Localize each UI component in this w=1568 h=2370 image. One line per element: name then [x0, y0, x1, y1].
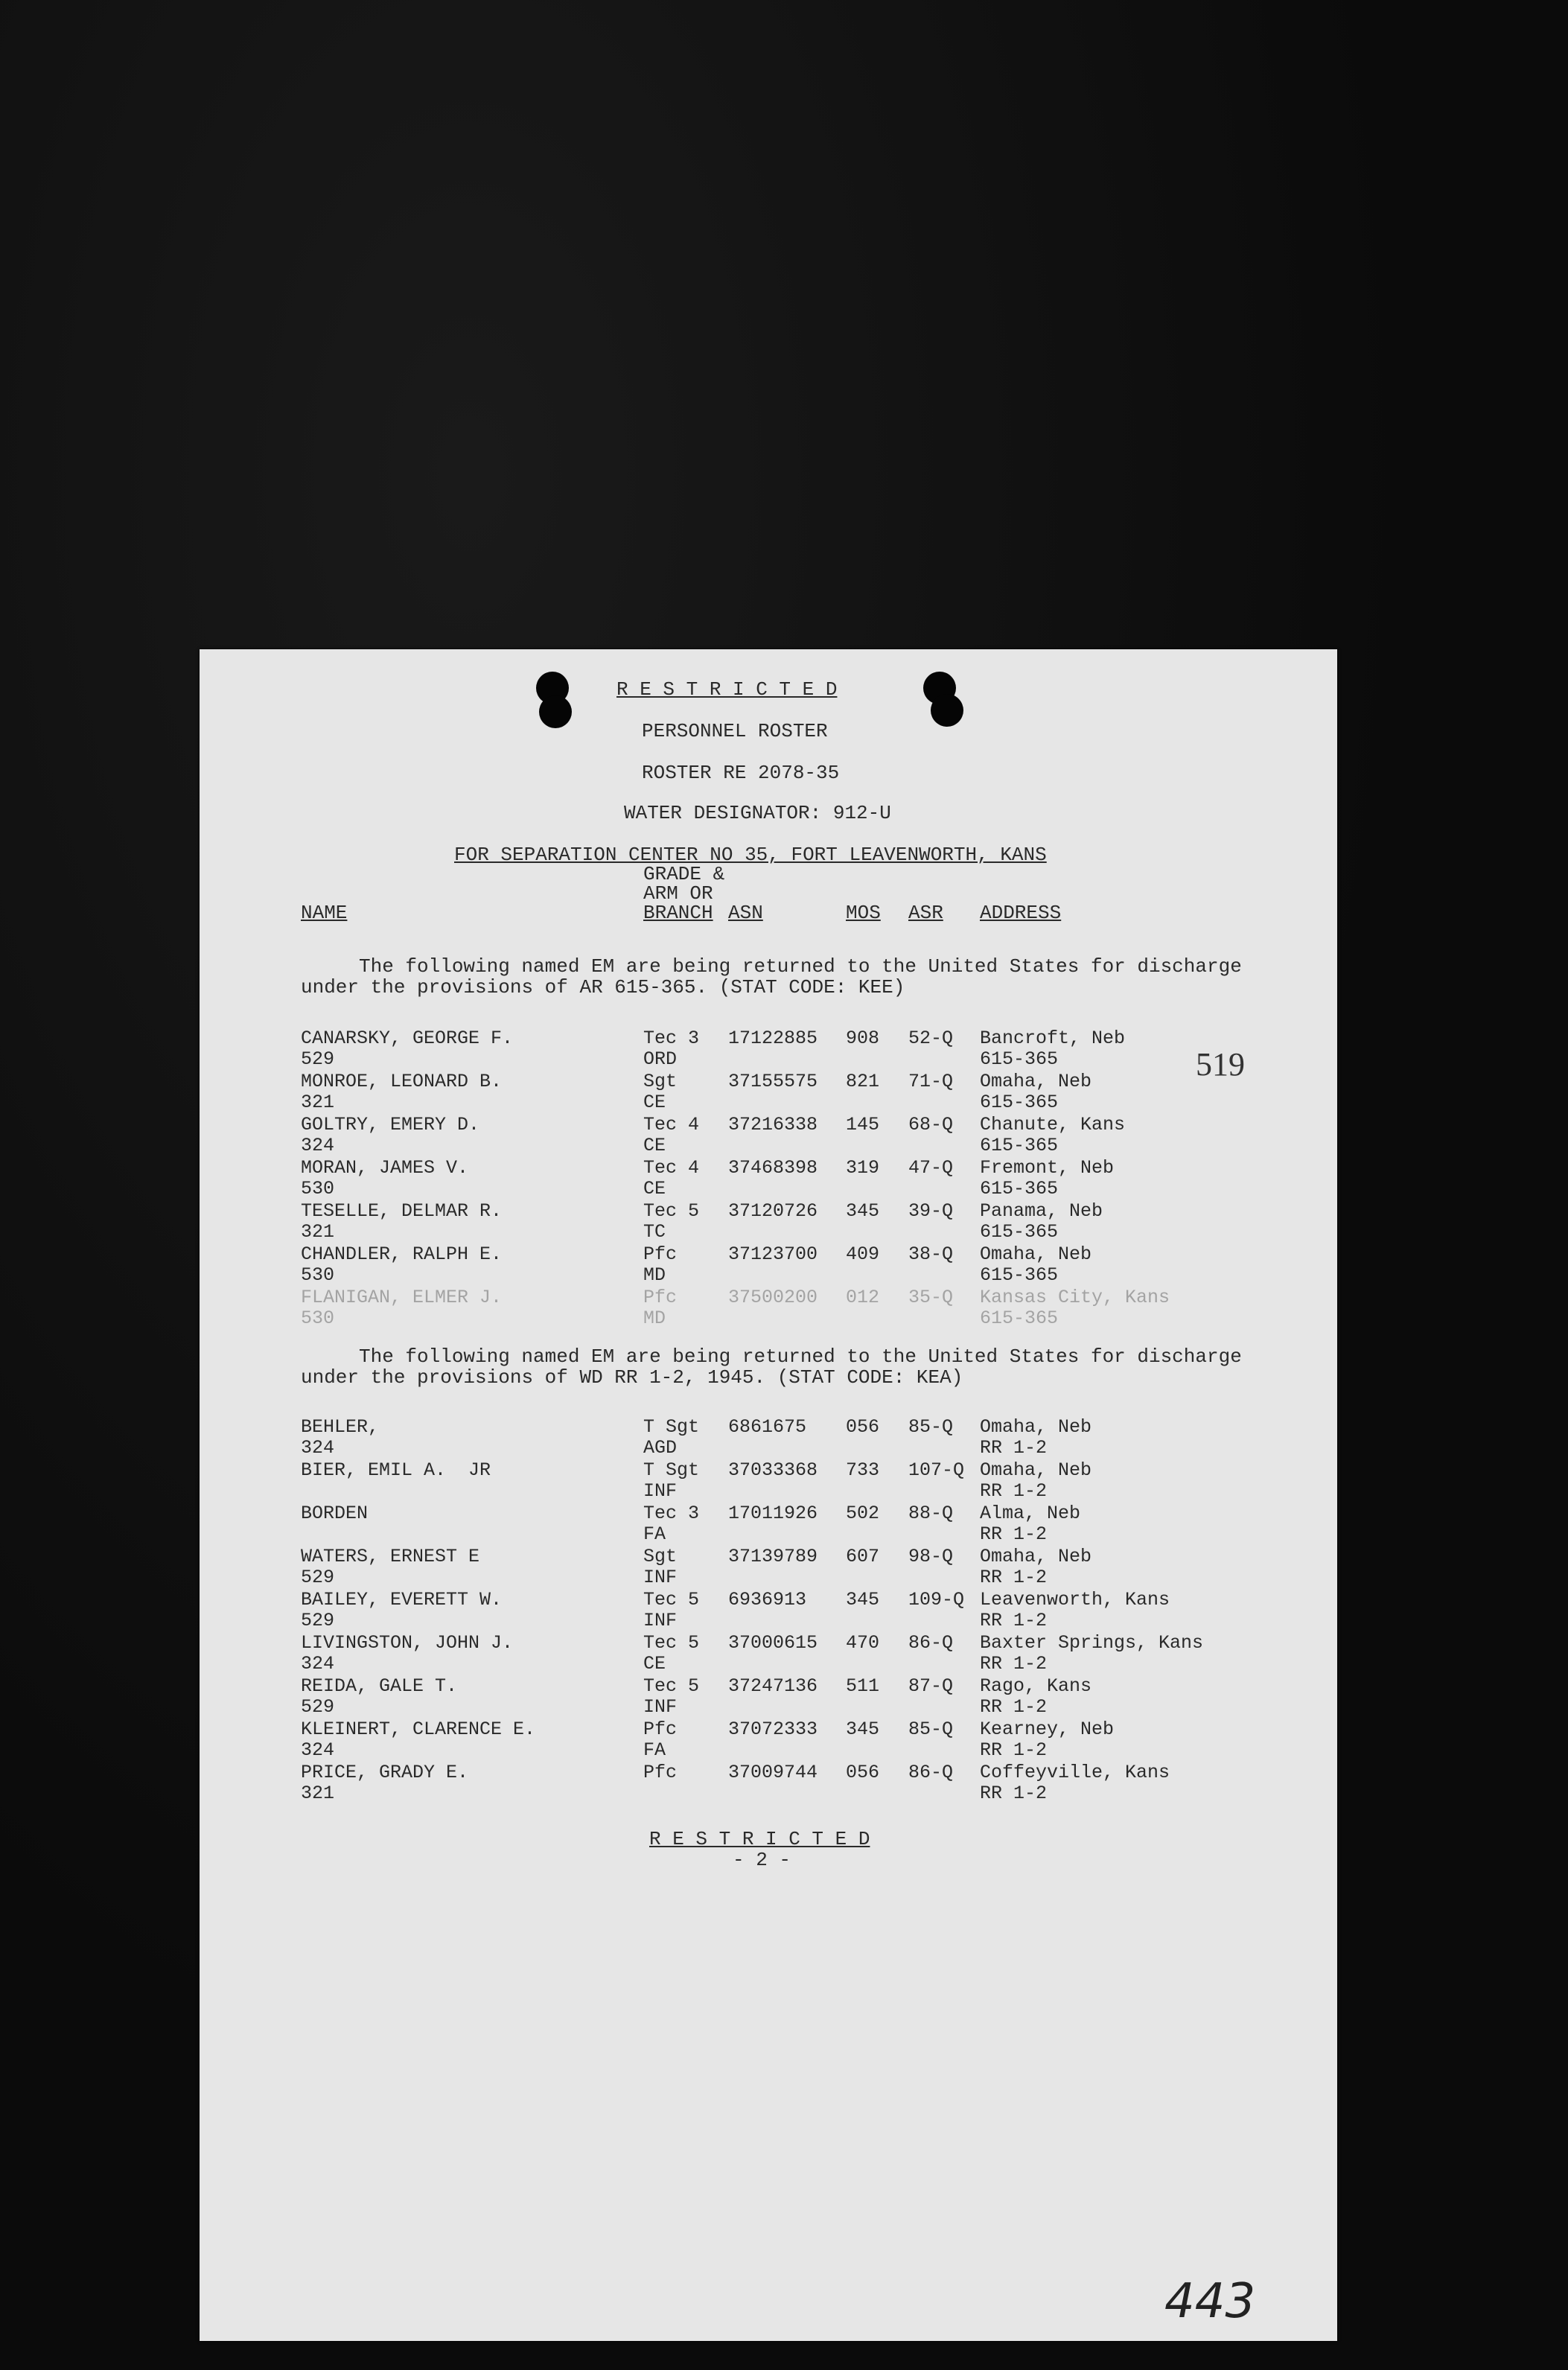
table-row — [200, 1243, 1337, 1287]
section2-intro-line1: The following named EM are being returned to the United States for discharge — [359, 1345, 1242, 1368]
cell-asr: 38-Q — [908, 1243, 954, 1265]
cell-mos: 821 — [846, 1071, 880, 1092]
cell-asr: 85-Q — [908, 1718, 954, 1740]
handwritten-number: 443 — [1164, 2274, 1256, 2329]
cell-code: 321 — [301, 1783, 335, 1804]
cell-code: 321 — [301, 1092, 335, 1113]
table-row — [200, 1028, 1337, 1071]
cell-branch: CE — [643, 1653, 666, 1675]
table-row — [200, 1675, 1337, 1718]
cell-name: MONROE, LEONARD B. — [301, 1071, 503, 1092]
cell-asr: 39-Q — [908, 1200, 954, 1222]
cell-code: 530 — [301, 1264, 335, 1286]
cell-asr: 109-Q — [908, 1589, 965, 1611]
cell-code: 324 — [301, 1437, 335, 1459]
cell-addr1: Omaha, Neb — [980, 1416, 1092, 1438]
cell-addr2: RR 1-2 — [980, 1739, 1048, 1761]
cell-branch: FA — [643, 1523, 666, 1545]
cell-branch: CE — [643, 1135, 666, 1156]
cell-name: PRICE, GRADY E. — [301, 1762, 469, 1783]
cell-asr: 98-Q — [908, 1546, 954, 1567]
cell-grade: Tec 4 — [643, 1114, 700, 1135]
cell-addr2: 615-365 — [980, 1307, 1059, 1329]
column-grade: GRADE & — [643, 863, 725, 885]
cell-addr1: Coffeyville, Kans — [980, 1762, 1170, 1783]
cell-grade: Pfc — [643, 1287, 678, 1308]
cell-mos: 511 — [846, 1675, 880, 1697]
cell-addr2: RR 1-2 — [980, 1696, 1048, 1718]
cell-asn: 37009744 — [728, 1762, 818, 1783]
cell-mos: 733 — [846, 1459, 880, 1481]
cell-grade: Tec 5 — [643, 1632, 700, 1654]
cell-addr2: RR 1-2 — [980, 1610, 1048, 1631]
cell-asr: 68-Q — [908, 1114, 954, 1135]
cell-grade: Tec 3 — [643, 1503, 700, 1524]
cell-name: BORDEN — [301, 1503, 369, 1524]
separation-center: FOR SEPARATION CENTER NO 35, FORT LEAVENWORTH, KANS — [454, 844, 1047, 866]
cell-addr1: Rago, Kans — [980, 1675, 1092, 1697]
cell-asn: 37120726 — [728, 1200, 818, 1222]
table-row — [200, 1071, 1337, 1114]
table-row — [200, 1762, 1337, 1805]
cell-name: LIVINGSTON, JOHN J. — [301, 1632, 514, 1654]
roster-page — [200, 649, 1337, 2341]
column-arm: ARM OR — [643, 882, 713, 905]
cell-addr2: RR 1-2 — [980, 1437, 1048, 1459]
stamped-number: 519 — [1196, 1046, 1245, 1083]
table-row — [200, 1200, 1337, 1243]
cell-asr: 35-Q — [908, 1287, 954, 1308]
table-row — [200, 1546, 1337, 1589]
cell-addr1: Fremont, Neb — [980, 1157, 1115, 1179]
cell-asr: 107-Q — [908, 1459, 965, 1481]
punch-hole-right-bottom — [931, 694, 963, 727]
column-branch: BRANCH — [643, 902, 713, 924]
water-designator: WATER DESIGNATOR: 912-U — [624, 802, 891, 824]
cell-addr2: 615-365 — [980, 1264, 1059, 1286]
table-row — [200, 1632, 1337, 1675]
cell-addr2: 615-365 — [980, 1048, 1059, 1070]
table-row — [200, 1416, 1337, 1459]
cell-grade: Tec 5 — [643, 1200, 700, 1222]
page-number: - 2 - — [733, 1849, 791, 1871]
cell-mos: 607 — [846, 1546, 880, 1567]
cell-addr1: Kearney, Neb — [980, 1718, 1115, 1740]
punch-hole-left-bottom — [539, 695, 572, 728]
cell-addr1: Baxter Springs, Kans — [980, 1632, 1204, 1654]
cell-addr1: Bancroft, Neb — [980, 1028, 1126, 1049]
cell-branch: INF — [643, 1480, 678, 1502]
cell-mos: 470 — [846, 1632, 880, 1654]
cell-asn: 37139789 — [728, 1546, 818, 1567]
cell-grade: Tec 5 — [643, 1675, 700, 1697]
column-asn: ASN — [728, 902, 763, 924]
cell-asr: 88-Q — [908, 1503, 954, 1524]
cell-code: 324 — [301, 1135, 335, 1156]
cell-mos: 056 — [846, 1762, 880, 1783]
column-asr: ASR — [908, 902, 943, 924]
cell-addr2: 615-365 — [980, 1092, 1059, 1113]
cell-grade: T Sgt — [643, 1459, 700, 1481]
cell-grade: Pfc — [643, 1762, 678, 1783]
cell-addr1: Omaha, Neb — [980, 1243, 1092, 1265]
table-row — [200, 1114, 1337, 1157]
cell-asr: 52-Q — [908, 1028, 954, 1049]
cell-code: 321 — [301, 1221, 335, 1243]
cell-addr1: Omaha, Neb — [980, 1071, 1092, 1092]
cell-asn: 37155575 — [728, 1071, 818, 1092]
cell-name: BAILEY, EVERETT W. — [301, 1589, 503, 1611]
restricted-header: R E S T R I C T E D — [616, 678, 838, 701]
section2-intro-line2: under the provisions of WD RR 1-2, 1945. (STAT CODE: KEA) — [301, 1366, 963, 1389]
cell-branch: AGD — [643, 1437, 678, 1459]
cell-asn: 37247136 — [728, 1675, 818, 1697]
cell-code: 530 — [301, 1178, 335, 1200]
cell-name: BIER, EMIL A. JR — [301, 1459, 491, 1481]
cell-name: CANARSKY, GEORGE F. — [301, 1028, 514, 1049]
cell-grade: Pfc — [643, 1243, 678, 1265]
column-mos: MOS — [846, 902, 881, 924]
cell-name: KLEINERT, CLARENCE E. — [301, 1718, 536, 1740]
cell-asn: 17122885 — [728, 1028, 818, 1049]
cell-addr2: RR 1-2 — [980, 1783, 1048, 1804]
table-row — [200, 1718, 1337, 1762]
cell-asn: 6936913 — [728, 1589, 807, 1611]
cell-mos: 409 — [846, 1243, 880, 1265]
table-row — [200, 1459, 1337, 1503]
cell-addr1: Omaha, Neb — [980, 1459, 1092, 1481]
column-address: ADDRESS — [980, 902, 1062, 924]
table-row — [200, 1589, 1337, 1632]
table-row — [200, 1503, 1337, 1546]
cell-code: 529 — [301, 1610, 335, 1631]
cell-branch: CE — [643, 1178, 666, 1200]
column-name: NAME — [301, 902, 348, 924]
cell-asn: 37000615 — [728, 1632, 818, 1654]
cell-code: 324 — [301, 1653, 335, 1675]
cell-branch: INF — [643, 1696, 678, 1718]
section1-intro-line2: under the provisions of AR 615-365. (STAT CODE: KEE) — [301, 976, 905, 998]
cell-grade: Tec 4 — [643, 1157, 700, 1179]
cell-asr: 86-Q — [908, 1632, 954, 1654]
cell-grade: T Sgt — [643, 1416, 700, 1438]
cell-mos: 345 — [846, 1200, 880, 1222]
cell-name: REIDA, GALE T. — [301, 1675, 458, 1697]
cell-addr1: Leavenworth, Kans — [980, 1589, 1170, 1611]
cell-addr1: Chanute, Kans — [980, 1114, 1126, 1135]
roster-number: ROSTER RE 2078-35 — [642, 762, 840, 784]
cell-addr2: 615-365 — [980, 1135, 1059, 1156]
cell-grade: Sgt — [643, 1546, 678, 1567]
cell-mos: 502 — [846, 1503, 880, 1524]
cell-asr: 87-Q — [908, 1675, 954, 1697]
cell-asr: 71-Q — [908, 1071, 954, 1092]
cell-name: TESELLE, DELMAR R. — [301, 1200, 503, 1222]
cell-code: 529 — [301, 1696, 335, 1718]
cell-code: 529 — [301, 1048, 335, 1070]
cell-asn: 37468398 — [728, 1157, 818, 1179]
cell-name: FLANIGAN, ELMER J. — [301, 1287, 503, 1308]
cell-asn: 37216338 — [728, 1114, 818, 1135]
cell-addr1: Omaha, Neb — [980, 1546, 1092, 1567]
cell-asn: 17011926 — [728, 1503, 818, 1524]
cell-addr2: RR 1-2 — [980, 1523, 1048, 1545]
cell-branch: INF — [643, 1610, 678, 1631]
cell-asn: 37500200 — [728, 1287, 818, 1308]
cell-mos: 056 — [846, 1416, 880, 1438]
cell-addr2: 615-365 — [980, 1178, 1059, 1200]
cell-grade: Tec 3 — [643, 1028, 700, 1049]
cell-grade: Tec 5 — [643, 1589, 700, 1611]
restricted-footer: R E S T R I C T E D — [649, 1828, 870, 1850]
cell-code: 530 — [301, 1307, 335, 1329]
cell-mos: 345 — [846, 1589, 880, 1611]
cell-addr1: Panama, Neb — [980, 1200, 1103, 1222]
cell-code: 324 — [301, 1739, 335, 1761]
cell-mos: 345 — [846, 1718, 880, 1740]
cell-mos: 145 — [846, 1114, 880, 1135]
table-row — [200, 1287, 1337, 1330]
cell-addr1: Kansas City, Kans — [980, 1287, 1170, 1308]
cell-asn: 37072333 — [728, 1718, 818, 1740]
cell-mos: 908 — [846, 1028, 880, 1049]
cell-branch: CE — [643, 1092, 666, 1113]
cell-addr2: 615-365 — [980, 1221, 1059, 1243]
cell-mos: 319 — [846, 1157, 880, 1179]
cell-name: GOLTRY, EMERY D. — [301, 1114, 480, 1135]
cell-name: MORAN, JAMES V. — [301, 1157, 469, 1179]
cell-asn: 37123700 — [728, 1243, 818, 1265]
roster-title: PERSONNEL ROSTER — [642, 720, 828, 742]
cell-addr1: Alma, Neb — [980, 1503, 1081, 1524]
cell-branch: MD — [643, 1264, 666, 1286]
cell-branch: ORD — [643, 1048, 678, 1070]
cell-name: WATERS, ERNEST E — [301, 1546, 480, 1567]
cell-name: BEHLER, — [301, 1416, 391, 1438]
cell-asr: 85-Q — [908, 1416, 954, 1438]
cell-asn: 37033368 — [728, 1459, 818, 1481]
section1-intro-line1: The following named EM are being returned to the United States for discharge — [359, 955, 1242, 978]
cell-name: CHANDLER, RALPH E. — [301, 1243, 503, 1265]
cell-asr: 47-Q — [908, 1157, 954, 1179]
cell-branch: TC — [643, 1221, 666, 1243]
cell-addr2: RR 1-2 — [980, 1480, 1048, 1502]
cell-branch: MD — [643, 1307, 666, 1329]
table-row — [200, 1157, 1337, 1200]
cell-code: 529 — [301, 1567, 335, 1588]
cell-addr2: RR 1-2 — [980, 1567, 1048, 1588]
cell-grade: Pfc — [643, 1718, 678, 1740]
cell-asr: 86-Q — [908, 1762, 954, 1783]
cell-mos: 012 — [846, 1287, 880, 1308]
cell-branch: INF — [643, 1567, 678, 1588]
cell-branch: FA — [643, 1739, 666, 1761]
cell-grade: Sgt — [643, 1071, 678, 1092]
cell-addr2: RR 1-2 — [980, 1653, 1048, 1675]
cell-asn: 6861675 — [728, 1416, 807, 1438]
